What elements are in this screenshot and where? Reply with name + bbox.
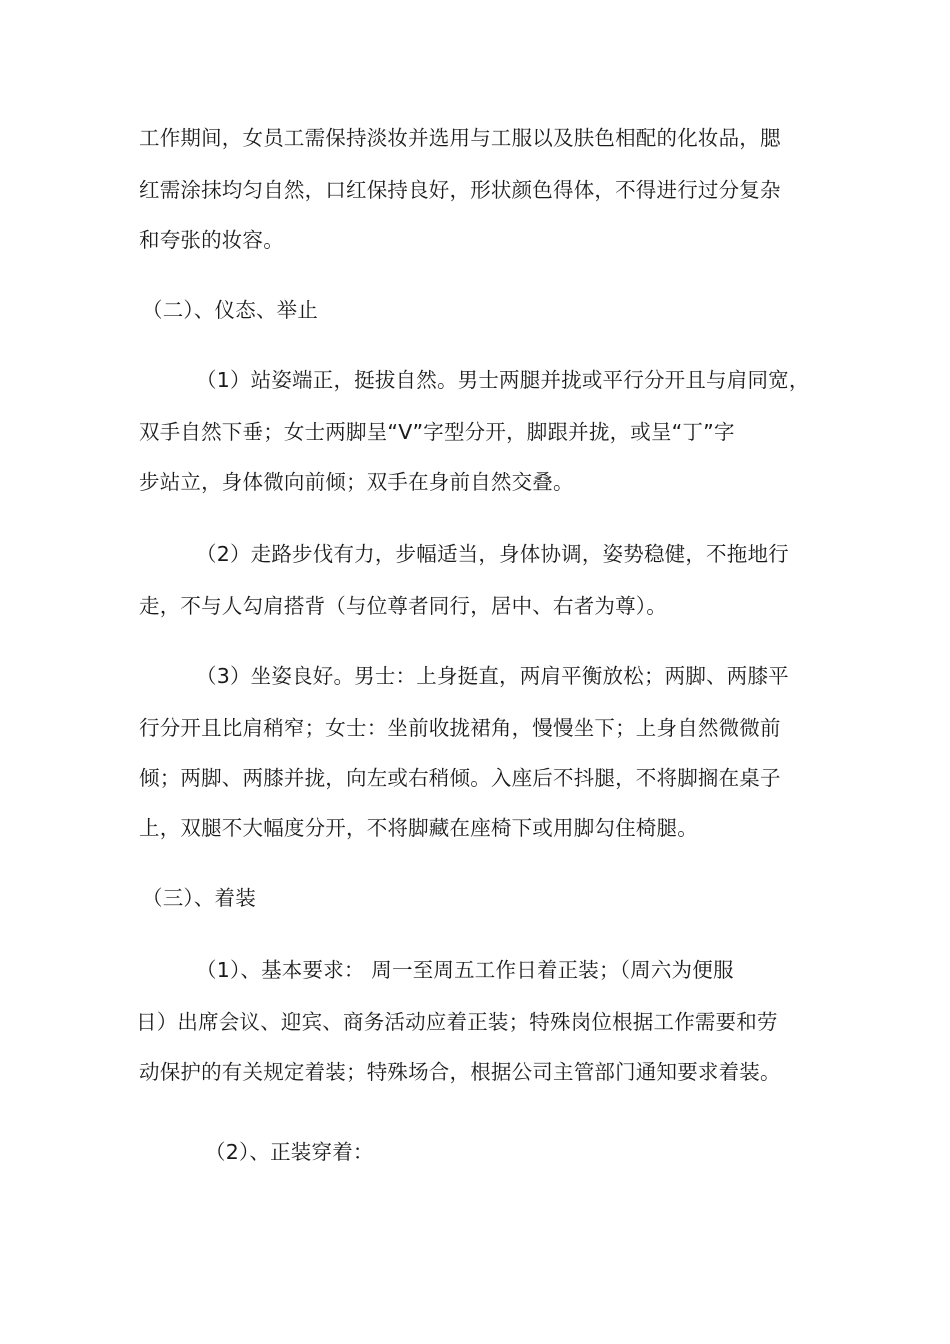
makeup-paragraph-line-2: 红需涂抹均匀自然，口红保持良好，形状颜色得体，不得进行过分复杂	[139, 178, 781, 202]
sitting-paragraph-line-4: 上，双腿不大幅度分开，不将脚藏在座椅下或用脚勾住椅腿。	[139, 816, 698, 840]
section-3-heading: （三）、着装	[142, 886, 256, 910]
basic-requirements-line-2: 日）出席会议、迎宾、商务活动应着正装；特殊岗位根据工作需要和劳	[136, 1010, 778, 1034]
makeup-paragraph-line-3: 和夸张的妆容。	[139, 228, 284, 252]
formal-wear-heading: （2）、正装穿着：	[205, 1140, 374, 1164]
standing-paragraph-line-2: 双手自然下垂；女士两脚呈“V”字型分开，脚跟并拢，或呈“丁”字	[139, 420, 735, 444]
walking-paragraph-line-2: 走，不与人勾肩搭背（与位尊者同行，居中、右者为尊）。	[139, 594, 667, 618]
sitting-paragraph-line-2: 行分开且比肩稍窄；女士：坐前收拢裙角，慢慢坐下；上身自然微微前	[139, 716, 781, 740]
sitting-paragraph-line-1: （3）坐姿良好。男士：上身挺直，两肩平衡放松；两脚、两膝平	[196, 664, 789, 688]
walking-paragraph-line-1: （2）走路步伐有力，步幅适当，身体协调，姿势稳健，不拖地行	[196, 542, 789, 566]
section-2-heading: （二）、仪态、举止	[142, 298, 319, 322]
makeup-paragraph-line-1: 工作期间，女员工需保持淡妆并选用与工服以及肤色相配的化妆品，腮	[139, 126, 781, 150]
standing-paragraph-line-3: 步站立，身体微向前倾；双手在身前自然交叠。	[139, 470, 574, 494]
sitting-paragraph-line-3: 倾；两脚、两膝并拢，向左或右稍倾。入座后不抖腿，不将脚搁在桌子	[139, 766, 781, 790]
basic-requirements-line-3: 动保护的有关规定着装；特殊场合，根据公司主管部门通知要求着装。	[139, 1060, 781, 1084]
basic-requirements-line-1: （1）、基本要求： 周一至周五工作日着正装；（周六为便服	[196, 958, 734, 982]
standing-paragraph-line-1: （1）站姿端正，挺拔自然。男士两腿并拢或平行分开且与肩同宽，	[196, 368, 810, 392]
